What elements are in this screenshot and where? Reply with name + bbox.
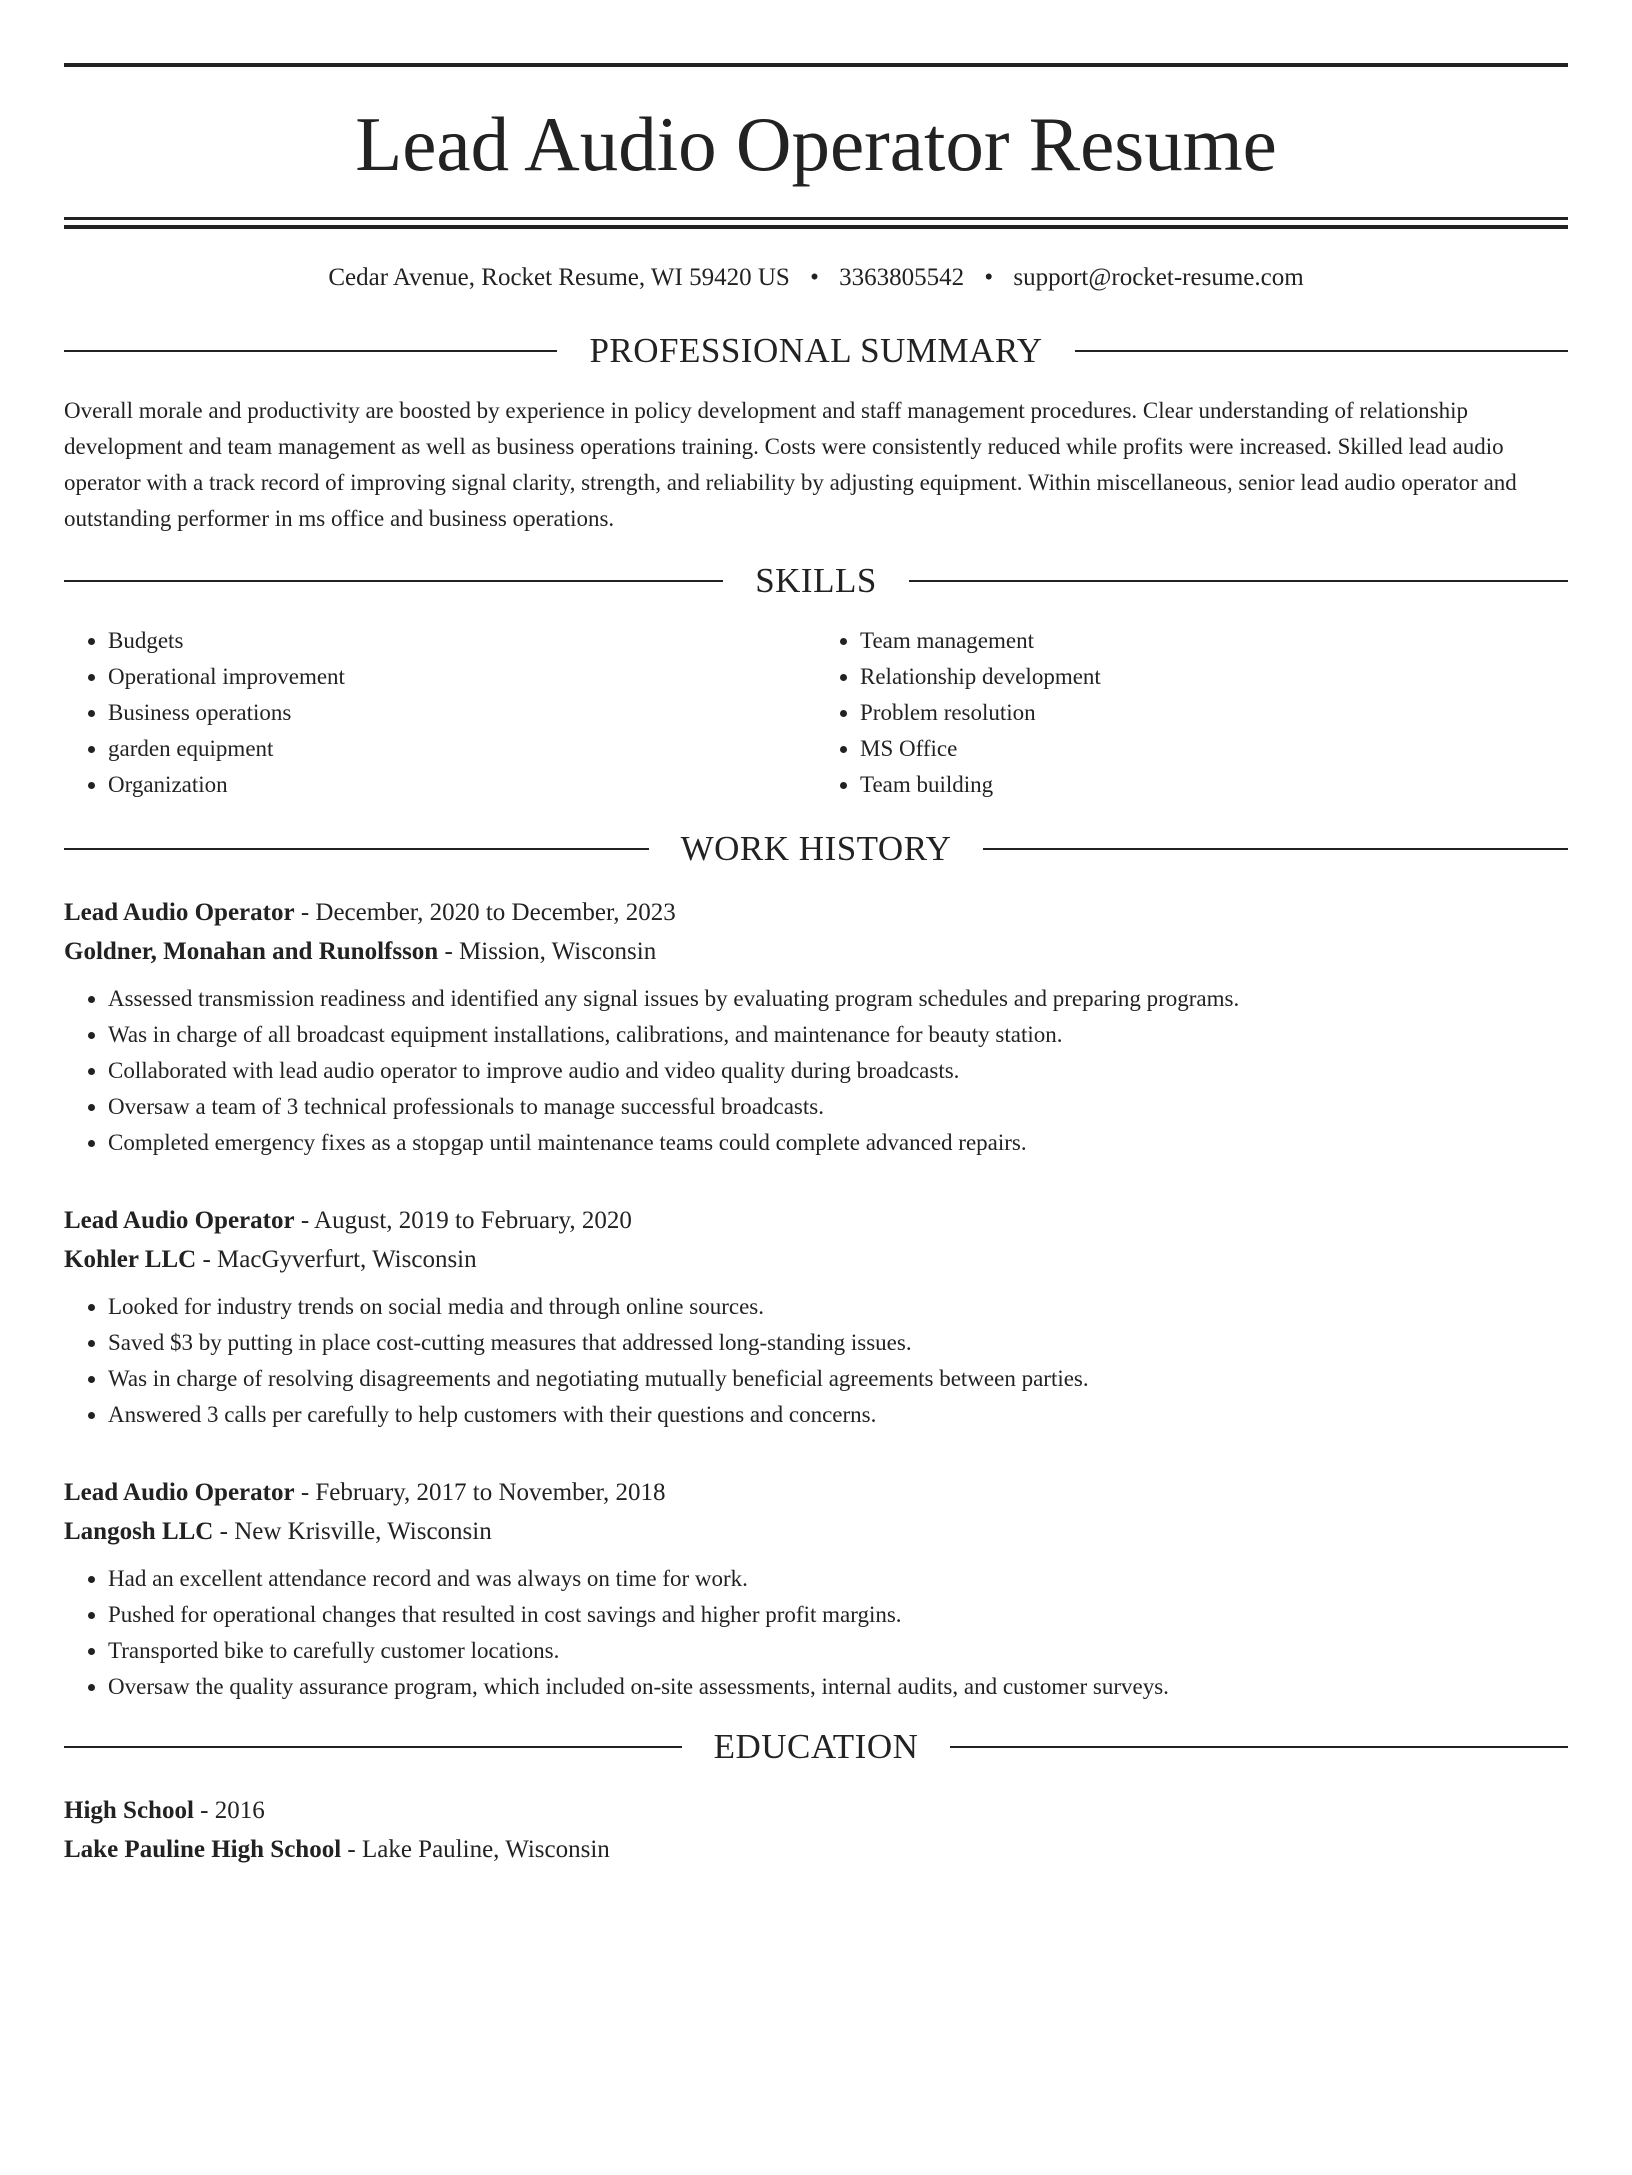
job-company-line [64,1240,1568,1279]
skills-heading-label: SKILLS [755,561,877,600]
job-title: Lead Audio Operator [64,1479,295,1506]
job-bullet: • Completed emergency fixes as a stopgap until maintenance teams could complete advanced repairs. [108,1125,1568,1161]
heading-rule-right [983,848,1568,850]
contact-separator: • [984,264,994,291]
contact-address: Cedar Avenue, Rocket Resume, WI 59420 US [328,264,790,291]
skills-list [64,623,1568,803]
job-entry [64,1201,1568,1433]
heading-rule-left [64,1746,682,1748]
work-heading [64,829,1568,869]
skills-column-right [816,623,1568,803]
education-degree: High School [64,1797,194,1824]
job-bullet: • Collaborated with lead audio operator to improve audio and video quality during broadcasts. [108,1053,1568,1089]
job-company: Goldner, Monahan and Runolfsson [64,938,439,965]
job-company: Langosh LLC [64,1518,214,1545]
skill-item: • Operational improvement [108,659,816,695]
dash: - [300,1207,310,1234]
dash: - [202,1246,211,1273]
dash: - [347,1836,356,1863]
skill-item: • garden equipment [108,731,816,767]
job-bullet: • Oversaw the quality assurance program, which included on-site assessments, internal audits, and customer surveys. [108,1669,1568,1705]
job-company-line [64,1512,1568,1551]
job-bullet: • Saved $3 by putting in place cost-cutting measures that addressed long-standing issues. [108,1325,1568,1361]
skill-item: • Business operations [108,695,816,731]
resume-title: Lead Audio Operator Resume [355,101,1277,187]
work-heading-label: WORK HISTORY [680,829,952,868]
skill-item: • Team building [860,767,1568,803]
contact-line [64,261,1568,295]
summary-heading [64,331,1568,371]
job-title-line [64,1473,1568,1512]
contact-separator: • [810,264,819,291]
job-location: MacGyverfurt, Wisconsin [217,1246,477,1273]
skill-item: • MS Office [860,731,1568,767]
dash: - [300,899,310,926]
heading-rule-left [64,350,557,352]
job-bullets [64,1289,1568,1433]
job-location: Mission, Wisconsin [459,938,657,965]
skill-item: • Team management [860,623,1568,659]
education-school-line [64,1830,1568,1869]
job-bullet: • Looked for industry trends on social media and through online sources. [108,1289,1568,1325]
summary-text: Overall morale and productivity are boosted by experience in policy development and staff management procedures. Clear understanding of relationship development and team management as well as business operations training. Costs were consistently reduced while profits were increased. Skilled lead audio operator with a track record of improving signal clarity, strength, and reliability by adjusting equipment. Within miscellaneous, senior lead audio operator and outstanding performer in ms office and business operations. [64,398,1517,531]
skill-item: • Relationship development [860,659,1568,695]
dash: - [300,1479,310,1506]
education-heading-label: EDUCATION [713,1727,919,1766]
job-dates: December, 2020 to December, 2023 [315,899,676,926]
job-title-line [64,1201,1568,1240]
resume-page [0,63,1632,2175]
heading-rule-right [950,1746,1568,1748]
education-heading [64,1727,1568,1767]
job-dates: August, 2019 to February, 2020 [314,1207,632,1234]
job-entry [64,893,1568,1161]
job-bullet: • Pushed for operational changes that resulted in cost savings and higher profit margins. [108,1597,1568,1633]
job-bullet: • Was in charge of resolving disagreements and negotiating mutually beneficial agreements between parties. [108,1361,1568,1397]
dash: - [444,938,453,965]
skill-item: • Budgets [108,623,816,659]
job-bullet: • Oversaw a team of 3 technical professionals to manage successful broadcasts. [108,1089,1568,1125]
top-rule [64,63,1568,67]
title-double-rule [64,217,1568,229]
job-bullet: • Answered 3 calls per carefully to help customers with their questions and concerns. [108,1397,1568,1433]
job-company-line [64,932,1568,971]
job-bullet: • Transported bike to carefully customer locations. [108,1633,1568,1669]
job-title: Lead Audio Operator [64,1207,295,1234]
dash: - [219,1518,228,1545]
heading-rule-right [1075,350,1568,352]
job-bullets [64,981,1568,1161]
contact-email: support@rocket-resume.com [1013,264,1304,291]
education-location: Lake Pauline, Wisconsin [361,1836,610,1863]
job-bullets [64,1561,1568,1705]
job-title: Lead Audio Operator [64,899,295,926]
education-school: Lake Pauline High School [64,1836,342,1863]
job-company: Kohler LLC [64,1246,197,1273]
job-location: New Krisville, Wisconsin [234,1518,492,1545]
contact-phone: 3363805542 [839,264,965,291]
heading-rule-left [64,580,723,582]
job-entry [64,1473,1568,1705]
job-bullet: • Was in charge of all broadcast equipment installations, calibrations, and maintenance for beauty station. [108,1017,1568,1053]
skill-item: • Organization [108,767,816,803]
summary-heading-label: PROFESSIONAL SUMMARY [589,331,1043,370]
job-title-line [64,893,1568,932]
heading-rule-left [64,848,649,850]
skills-column-left [64,623,816,803]
job-bullet: • Assessed transmission readiness and identified any signal issues by evaluating program schedules and preparing programs. [108,981,1568,1017]
skill-item: • Problem resolution [860,695,1568,731]
job-bullet: • Had an excellent attendance record and was always on time for work. [108,1561,1568,1597]
education-degree-line [64,1791,1568,1830]
job-dates: February, 2017 to November, 2018 [315,1479,666,1506]
education-year: 2016 [214,1797,265,1824]
heading-rule-right [909,580,1568,582]
education-entry [64,1791,1568,1869]
skills-heading [64,561,1568,601]
dash: - [200,1797,209,1824]
